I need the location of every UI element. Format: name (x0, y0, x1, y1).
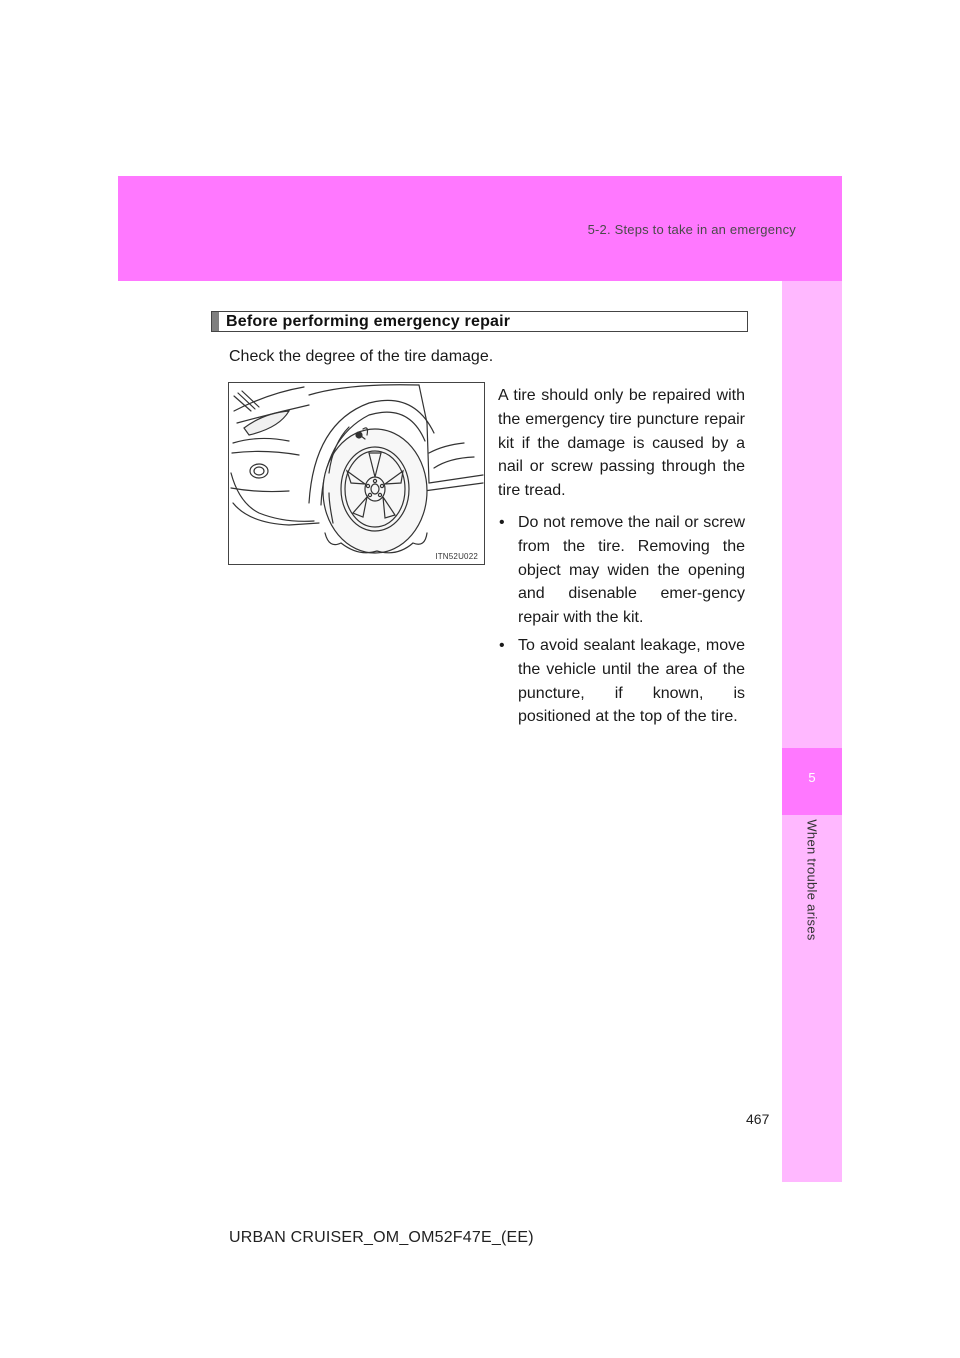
bullet-item (498, 511, 745, 630)
flat-tire-illustration (228, 382, 485, 565)
figure-code: ITN52U022 (435, 552, 478, 561)
page-number: 467 (746, 1111, 770, 1127)
intro-text: Check the degree of the tire damage. (229, 348, 494, 365)
bullet-dot: • (499, 636, 505, 654)
chapter-number: 5 (808, 770, 816, 785)
document-footer: URBAN CRUISER_OM_OM52F47E_(EE) (229, 1229, 534, 1246)
car-wheel-drawing (229, 383, 484, 564)
chapter-title: When trouble arises (804, 819, 820, 941)
heading-text: Before performing emergency repair (226, 312, 511, 330)
body-paragraph: A tire should only be repaired with the emergency tire puncture repair kit if the damage is caused by a nail or screw passing through the tire tread. (498, 387, 745, 500)
bullet-text: Do not remove the nail or screw from the tire. Removing the object may widen the opening and disenable emer-gency repair with the kit. (518, 513, 745, 627)
chapter-header-band (118, 176, 842, 281)
bullet-item (498, 634, 745, 729)
chapter-side-tab (782, 281, 842, 1182)
section-title: 5-2. Steps to take in an emergency (587, 222, 796, 237)
bullet-dot: • (499, 513, 505, 531)
bullet-list (498, 511, 745, 729)
body-text (498, 384, 745, 733)
section-heading (211, 311, 748, 332)
bullet-text: To avoid sealant leakage, move the vehicle until the area of the puncture, if known, is positioned at the top of the tire. (518, 636, 745, 726)
heading-marker (212, 312, 219, 331)
